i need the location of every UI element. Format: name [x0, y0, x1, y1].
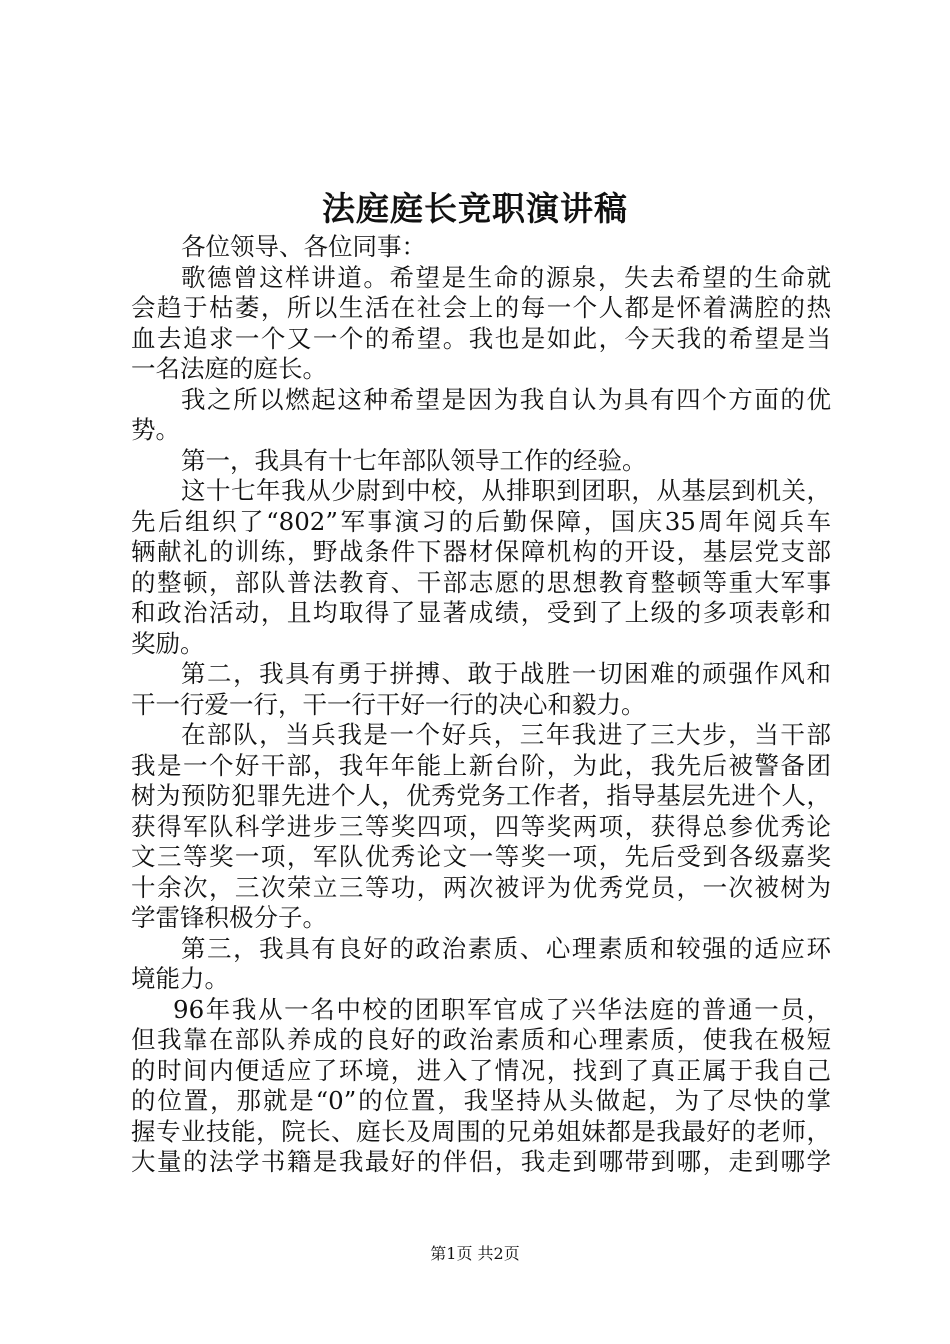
page-title: 法庭庭长竞职演讲稿 — [322, 189, 628, 228]
body-line: 一名法庭的庭长。 — [131, 354, 327, 383]
section-heading-line: 第二，我具有勇于拼搏、敢于战胜一切困难的顽强作风和 — [181, 659, 831, 688]
body-line: 会趋于枯萎，所以生活在社会上的每一个人都是怀着满腔的热 — [131, 293, 831, 322]
body-line: 辆献礼的训练，野战条件下器材保障机构的开设，基层党支部 — [131, 537, 831, 566]
body-line: 获得军队科学进步三等奖四项，四等奖两项，获得总参优秀论 — [131, 811, 831, 841]
body-line: 势。 — [131, 415, 180, 444]
body-line: 文三等奖一项，军队优秀论文一等奖一项，先后受到各级嘉奖 — [131, 842, 831, 871]
body-line: 的整顿，部队普法教育、干部志愿的思想教育整顿等重大军事 — [131, 567, 831, 597]
body-line: 的时间内便适应了环境，进入了情况，找到了真正属于我自己 — [131, 1055, 831, 1085]
body-line: 在部队，当兵我是一个好兵，三年我进了三大步，当干部 — [181, 720, 831, 749]
body-line: 十余次，三次荣立三等功，两次被评为优秀党员，一次被树为 — [131, 872, 831, 902]
body-line: 的位置，那就是“0”的位置，我坚持从头做起，为了尽快的掌 — [131, 1086, 831, 1115]
body-line: 但我靠在部队养成的良好的政治素质和心理素质，使我在极短 — [131, 1025, 831, 1054]
body-line: 和政治活动，且均取得了显著成绩，受到了上级的多项表彰和 — [131, 598, 831, 627]
body-line: 先后组织了“802”军事演习的后勤保障，国庆35周年阅兵车 — [131, 506, 831, 536]
body-line: 握专业技能，院长、庭长及周围的兄弟姐妹都是我最好的老师， — [131, 1116, 831, 1146]
body-line: 大量的法学书籍是我最好的伴侣，我走到哪带到哪，走到哪学 — [131, 1147, 831, 1176]
document-body — [131, 232, 831, 1178]
body-line: 我之所以燃起这种希望是因为我自认为具有四个方面的优 — [181, 384, 831, 414]
section-heading-line: 第一，我具有十七年部队领导工作的经验。 — [181, 445, 647, 475]
body-line: 歌德曾这样讲道。希望是生命的源泉，失去希望的生命就 — [181, 262, 831, 292]
page-number-footer: 第1页 共2页 — [430, 1244, 520, 1263]
body-line: 我是一个好干部，我年年能上新台阶，为此，我先后被警备团 — [131, 750, 831, 780]
section-heading-line: 境能力。 — [131, 964, 229, 993]
body-line: 96年我从一名中校的团职军官成了兴华法庭的普通一员， — [173, 994, 831, 1024]
salutation-line: 各位领导、各位同事： — [181, 232, 426, 261]
body-line: 奖励。 — [131, 628, 205, 658]
section-heading-line: 第三，我具有良好的政治素质、心理素质和较强的适应环 — [181, 933, 831, 963]
body-line: 学雷锋积极分子。 — [131, 903, 327, 932]
body-line: 这十七年我从少尉到中校，从排职到团职，从基层到机关， — [181, 476, 831, 505]
section-heading-line: 干一行爱一行，干一行干好一行的决心和毅力。 — [131, 689, 646, 719]
body-line: 血去追求一个又一个的希望。我也是如此，今天我的希望是当 — [131, 323, 831, 353]
body-line: 树为预防犯罪先进个人，优秀党务工作者，指导基层先进个人， — [131, 781, 831, 810]
